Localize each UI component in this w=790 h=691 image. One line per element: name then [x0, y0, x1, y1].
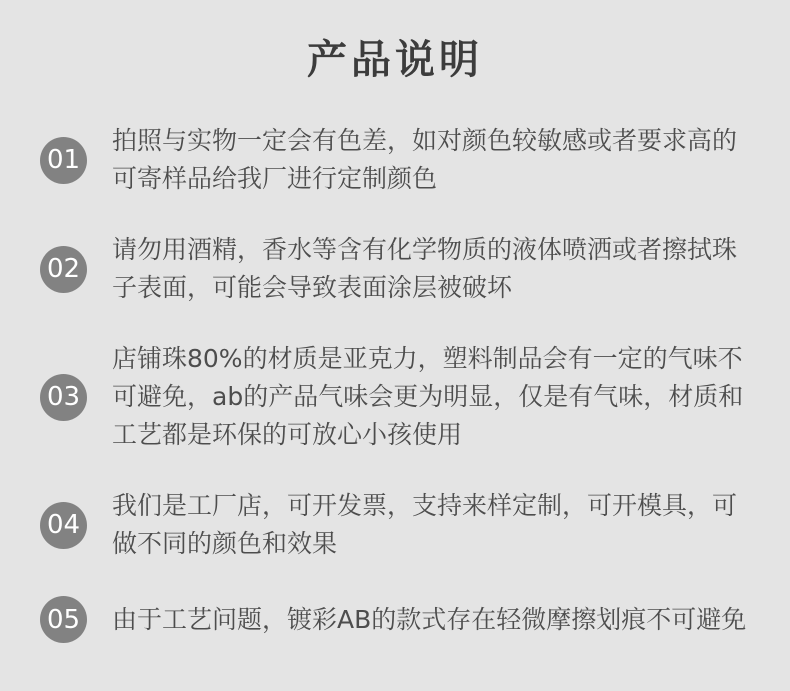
- item-text-line: 由于工艺问题，镀彩AB的款式存在轻微摩擦划痕不可避免: [112, 604, 747, 634]
- item-text-line: 做不同的颜色和效果: [112, 529, 338, 558]
- item-text-line: 子表面，可能会导致表面涂层被破坏: [112, 273, 513, 302]
- item-text-line: 可避免，ab的产品气味会更为明显，仅是有气味，材质和: [112, 382, 744, 411]
- item-text-line: 可寄样品给我厂进行定制颜色: [112, 164, 438, 193]
- list-item: [40, 340, 746, 454]
- item-text-line: 店铺珠80%的材质是亚克力，塑料制品会有一定的气味不: [112, 344, 743, 373]
- page-title: 产品说明: [307, 37, 483, 83]
- item-text-line: 请勿用酒精，香水等含有化学物质的液体喷洒或者擦拭珠: [112, 235, 738, 264]
- item-text: [112, 487, 737, 563]
- list-item: [40, 487, 746, 563]
- item-text: [112, 122, 737, 198]
- item-text: [112, 231, 737, 307]
- item-text-line: 工艺都是环保的可放心小孩使用: [112, 420, 463, 449]
- items-list: [0, 86, 790, 643]
- list-item: [40, 122, 746, 198]
- item-number-badge: 02: [40, 246, 87, 293]
- item-number-badge: 05: [40, 596, 87, 643]
- list-item: [40, 596, 746, 643]
- item-text: [112, 601, 746, 639]
- item-text-line: 拍照与实物一定会有色差，如对颜色较敏感或者要求高的: [112, 126, 738, 155]
- item-number-badge: 03: [40, 374, 87, 421]
- item-text: [112, 340, 743, 454]
- item-number-badge: 04: [40, 502, 87, 549]
- item-number-badge: 01: [40, 137, 87, 184]
- item-text-line: 我们是工厂店，可开发票，支持来样定制，可开模具，可: [112, 491, 738, 520]
- list-item: [40, 231, 746, 307]
